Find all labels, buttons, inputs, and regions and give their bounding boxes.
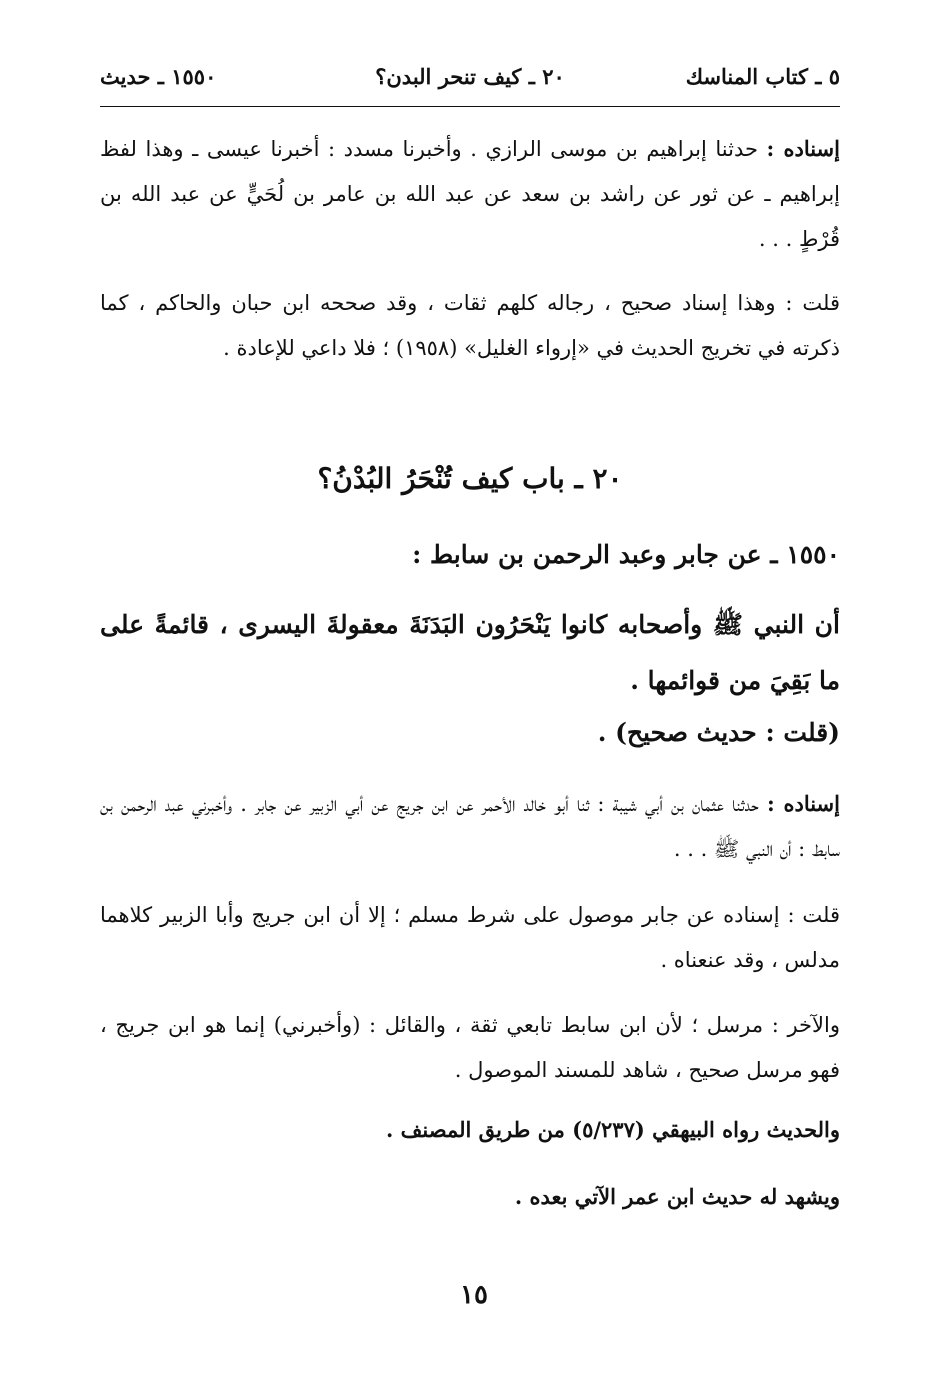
isnad-paragraph-2 (100, 781, 840, 872)
page-number: ١٥ (460, 1280, 488, 1310)
running-header (100, 64, 840, 104)
hadith-number-heading: ١٥٥٠ ـ عن جابر وعبد الرحمن بن سابط : (412, 540, 840, 569)
isnad-paragraph-1 (100, 126, 840, 262)
commentary-text: قلت : إسناده عن جابر موصول على شرط مسلم ؛ إلا أن ابن جريج وأبا الزبير كلاهما مدلس ، وقد عنعناه . (100, 903, 840, 972)
header-divider (100, 106, 840, 107)
isnad-text: حدثنا إبراهيم بن موسى الرازي . وأخبرنا مسدد : أخبرنا عيسى ـ وهذا لفظ إبراهيم ـ عن ثور عن راشد بن سعد عن عبد الله بن عامر بن لُحَيٍّ عن عبد الله بن قُرْطٍ . . . (100, 137, 841, 251)
isnad-label: إسناده : (766, 136, 840, 161)
header-book-title: ٥ ـ كتاب المناسك (685, 64, 840, 89)
shahid-line: ويشهد له حديث ابن عمر الآتي بعده . (514, 1184, 840, 1209)
commentary-paragraph-1 (100, 281, 840, 371)
takhrij-line: والحديث رواه البيهقي (٥/٢٣٧) من طريق المصنف . (386, 1117, 840, 1142)
hadith-text: أن النبي ﷺ وأصحابه كانوا يَنْحَرُون البَدَنَةَ معقولةَ اليسرى ، قائمةً على ما بَقِيَ من قوائمها . (100, 610, 840, 695)
chapter-heading: ٢٠ ـ باب كيف تُنْحَرُ البُدْنُ؟ (317, 462, 623, 495)
commentary-paragraph-3 (100, 1003, 840, 1093)
header-hadith-number: ١٥٥٠ ـ حديث (100, 64, 217, 89)
commentary-paragraph-2 (100, 893, 840, 983)
hadith-grade: (قلت : حديث صحيح) . (597, 718, 840, 747)
isnad-label: إسناده : (767, 791, 840, 816)
header-chapter-title: ٢٠ ـ كيف تنحر البدن؟ (375, 64, 565, 89)
commentary-text: قلت : وهذا إسناد صحيح ، رجاله كلهم ثقات ، وقد صححه ابن حبان والحاكم ، كما ذكرته في تخريج الحديث في «إرواء الغليل» (١٩٥٨) ؛ فلا داعي للإعادة . (100, 291, 840, 360)
isnad-text: حدثنا عثمان بن أبي شيبة : ثنا أبو خالد الأحمر عن ابن جريج عن أبي الزبير عن جابر . وأخبرني عبد الرحمن بن سابط : أن النبي ﷺ . . . (100, 792, 840, 861)
commentary-text: والآخر : مرسل ؛ لأن ابن سابط تابعي ثقة ، والقائل : (وأخبرني) إنما هو ابن جريج ، فهو مرسل صحيح ، شاهد للمسند الموصول . (100, 1013, 840, 1082)
